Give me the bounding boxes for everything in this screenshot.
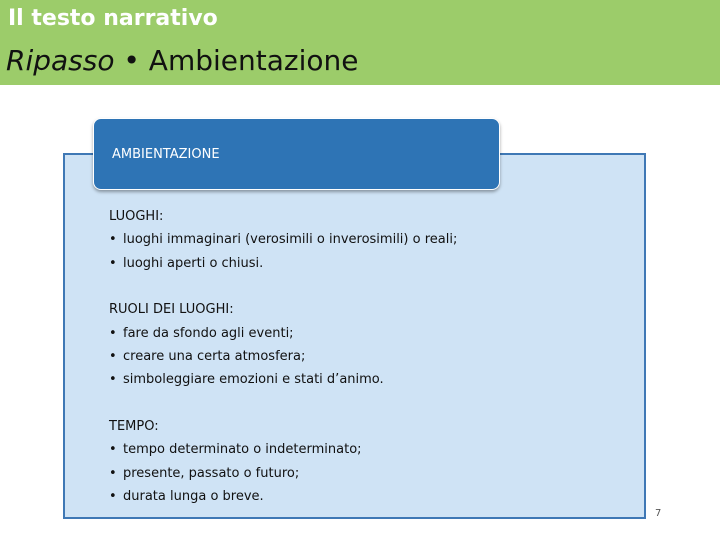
subtitle-rest: • Ambientazione bbox=[114, 44, 359, 77]
slide-subtitle bbox=[6, 44, 358, 77]
list-item-text: luoghi aperti o chiusi. bbox=[123, 255, 264, 271]
section-heading: TEMPO: bbox=[109, 418, 159, 434]
list-item bbox=[109, 438, 629, 461]
list-item-text: creare una certa atmosfera; bbox=[123, 349, 306, 365]
bullet-icon: • bbox=[109, 489, 117, 505]
section-tab bbox=[93, 118, 500, 190]
content-body bbox=[109, 205, 629, 531]
bullet-icon: • bbox=[109, 255, 117, 271]
section-heading: LUOGHI: bbox=[109, 209, 164, 224]
list-item bbox=[109, 485, 629, 508]
subtitle-italic: Ripasso bbox=[6, 44, 115, 77]
section-tempo bbox=[109, 415, 629, 509]
bullet-icon: • bbox=[109, 232, 117, 248]
list-item bbox=[109, 322, 629, 345]
list-item-text: presente, passato o futuro; bbox=[123, 465, 300, 481]
list-item-text: tempo determinato o indeterminato; bbox=[123, 442, 362, 458]
bullet-icon: • bbox=[109, 325, 117, 341]
section-tab-label: AMBIENTAZIONE bbox=[112, 147, 220, 162]
list-item bbox=[109, 368, 629, 391]
section-ruoli bbox=[109, 298, 629, 392]
bullet-icon: • bbox=[109, 442, 117, 458]
list-item-text: simboleggiare emozioni e stati d’animo. bbox=[123, 372, 384, 388]
section-heading: RUOLI DEI LUOGHI: bbox=[109, 302, 234, 318]
bullet-icon: • bbox=[109, 465, 117, 481]
page-number: 7 bbox=[655, 508, 662, 519]
list-item-text: fare da sfondo agli eventi; bbox=[123, 325, 294, 341]
list-item-text: durata lunga o breve. bbox=[123, 489, 264, 505]
slide-title: Il testo narrativo bbox=[8, 6, 218, 31]
slide-header bbox=[0, 0, 720, 85]
section-luoghi bbox=[109, 205, 629, 275]
list-item bbox=[109, 252, 629, 275]
list-item bbox=[109, 462, 629, 485]
list-item-text: luoghi immaginari (verosimili o inverosimili) o reali; bbox=[123, 232, 458, 248]
list-item bbox=[109, 345, 629, 368]
bullet-icon: • bbox=[109, 349, 117, 365]
bullet-icon: • bbox=[109, 372, 117, 388]
list-item bbox=[109, 228, 629, 251]
